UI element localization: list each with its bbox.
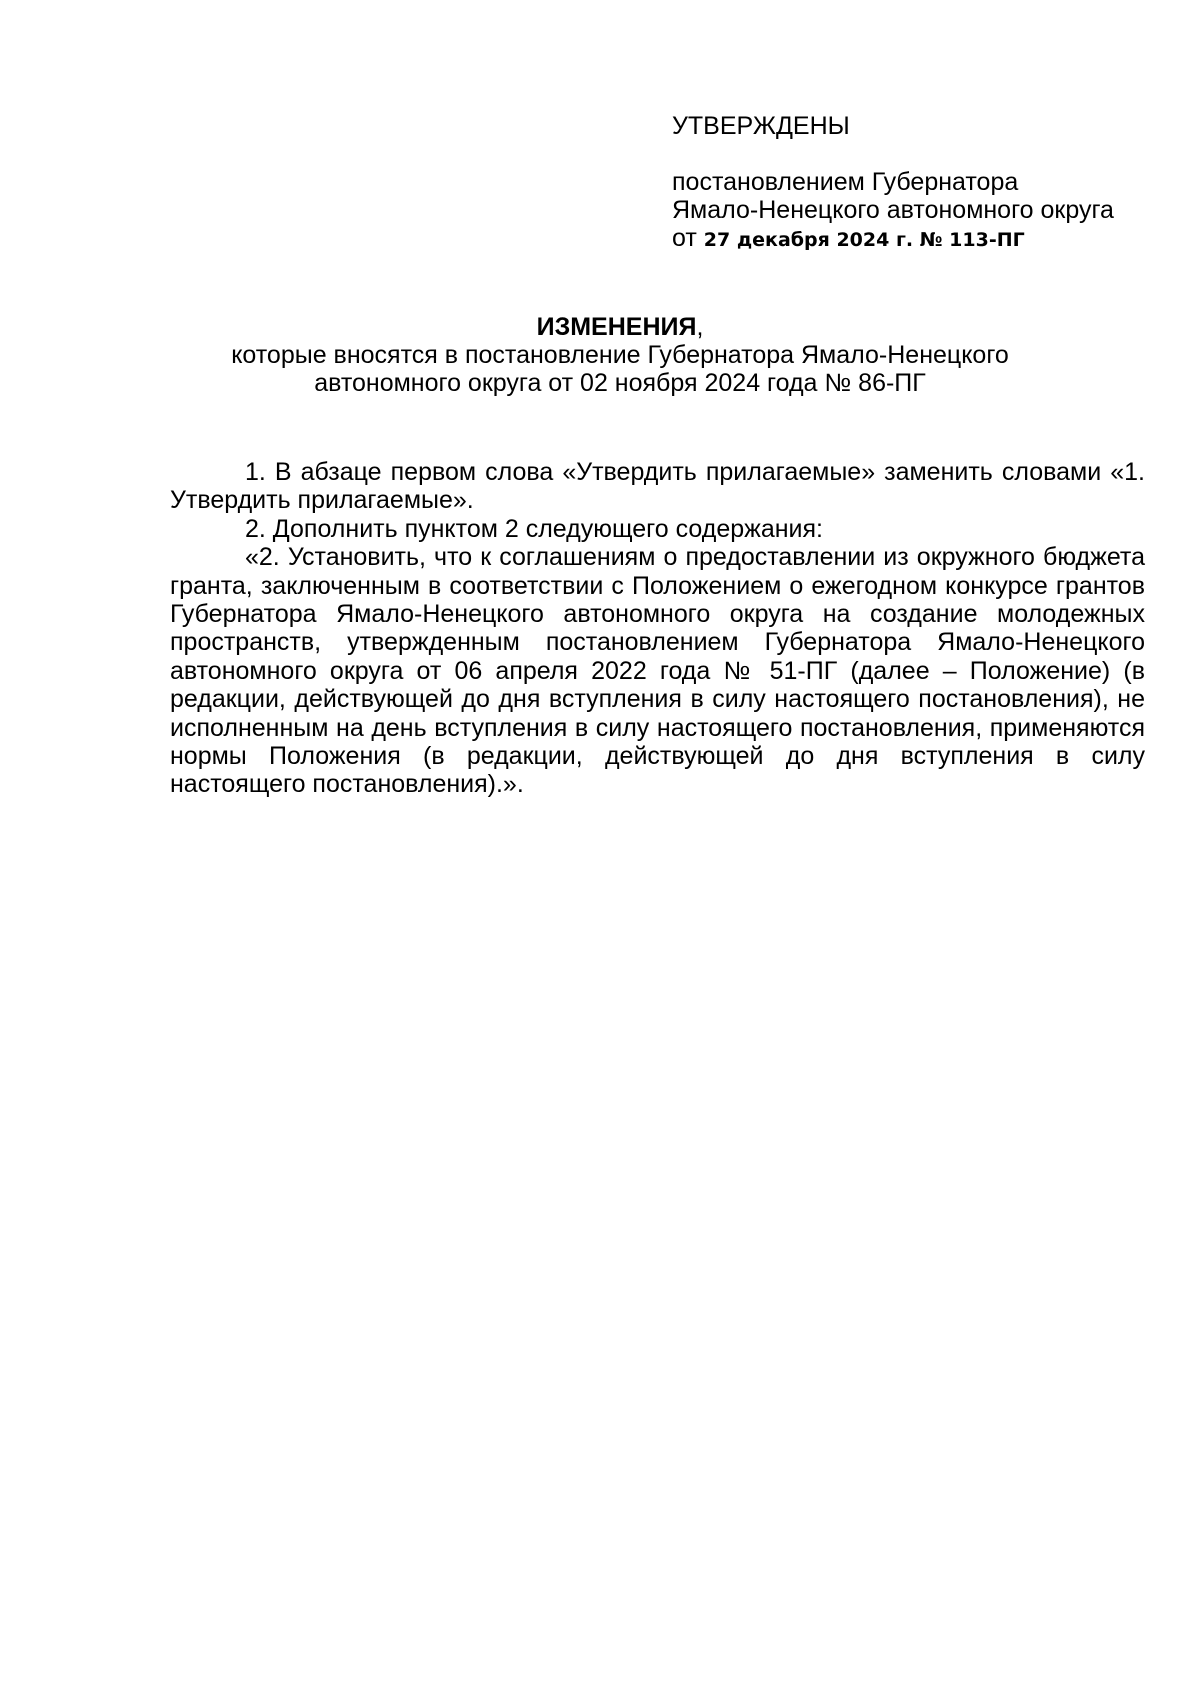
approval-date-number: 27 декабря 2024 г. № 113-ПГ bbox=[703, 229, 1025, 251]
paragraph-2: 2. Дополнить пунктом 2 следующего содержания: bbox=[245, 514, 824, 543]
document-body bbox=[170, 458, 1145, 799]
approval-date-line bbox=[672, 224, 1172, 254]
approval-line-2: Ямало-Ненецкого автономного округа bbox=[672, 196, 1114, 224]
paragraph-3: «2. Установить, что к соглашениям о предоставлении из окружного бюджета гранта, заключенным в соответствии с Положением о ежегодном конкурсе грантов Губернатора Ямало-Ненецкого автономного округа на создание молодежных пространств, утвержденным постановлением Губернатора Ямало-Ненецкого автономного округа от 06 апреля 2022 года № 51-ПГ (далее – Положение) (в редакции, действующей до дня вступления в силу настоящего постановления), не исполненным на день вступления в силу настоящего постановления, применяются нормы Положения (в редакции, действующей до дня вступления в силу настоящего постановления).». bbox=[170, 543, 1145, 799]
heading-title: ИЗМЕНЕНИЯ bbox=[536, 313, 697, 341]
approval-line-1: постановлением Губернатора bbox=[672, 168, 1019, 196]
paragraph-1: 1. В абзаце первом слова «Утвердить прилагаемые» заменить словами «1. Утвердить прилагаемые». bbox=[170, 458, 1145, 515]
heading-title-suffix: , bbox=[696, 313, 704, 341]
approval-title: УТВЕРЖДЕНЫ bbox=[672, 112, 850, 140]
heading-line-1: которые вносятся в постановление Губернатора Ямало-Ненецкого bbox=[231, 341, 1009, 369]
heading-line-2: автономного округа от 02 ноября 2024 года № 86-ПГ bbox=[314, 369, 926, 397]
approval-block bbox=[672, 112, 1172, 254]
document-heading bbox=[170, 313, 1070, 397]
heading-title-line bbox=[170, 313, 1070, 341]
approval-date-prefix: от bbox=[672, 224, 697, 252]
